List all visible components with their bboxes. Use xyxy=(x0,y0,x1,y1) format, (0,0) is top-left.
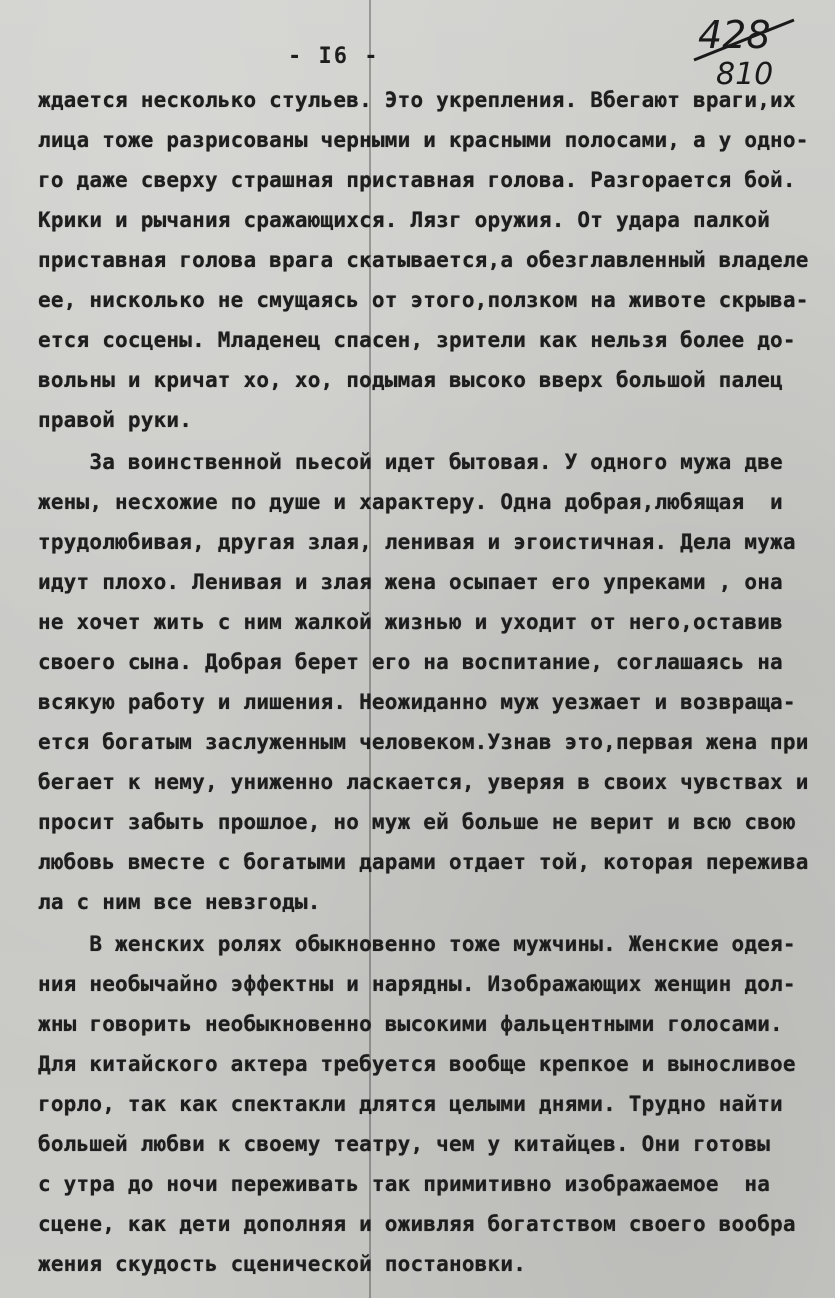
archive-number-upper: 428 xyxy=(698,13,771,57)
text-line: лица тоже разрисованы черными и красными полосами, а у одно- xyxy=(38,128,809,152)
text-line: приставная голова врага скатывается,а обезглавленный владеле xyxy=(38,248,809,272)
text-line: жны говорить необыкновенно высокими фальцентными голосами. xyxy=(38,1012,783,1036)
text-line: просит забыть прошлое, но муж ей больше не верит и всю свою xyxy=(38,810,796,834)
text-line: го даже сверху страшная приставная голова. Разгорается бой. xyxy=(38,168,796,192)
text-line: своего сына. Добрая берет его на воспитание, соглашаясь на xyxy=(38,650,783,674)
text-line: ется богатым заслуженным человеком.Узнав это,первая жена при xyxy=(38,730,809,754)
text-line: любовь вместе с богатыми дарами отдает той, которая пережива xyxy=(38,850,809,874)
text-line: трудолюбивая, другая злая, ленивая и эгоистичная. Дела мужа xyxy=(38,530,796,554)
text-line: идут плохо. Ленивая и злая жена осыпает его упреками , она xyxy=(38,570,783,594)
text-line: Крики и рычания сражающихся. Лязг оружия. От удара палкой xyxy=(38,208,771,232)
page-number: - I6 - xyxy=(288,44,380,69)
text-line: всякую работу и лишения. Неожиданно муж уезжает и возвраща- xyxy=(38,690,796,714)
text-line: ждается несколько стульев. Это укрепления. Вбегают враги,их xyxy=(38,88,796,112)
text-line: бегает к нему, униженно ласкается, уверяя в своих чувствах и xyxy=(38,770,809,794)
text-line: За воинственной пьесой идет бытовая. У одного мужа две xyxy=(38,450,783,474)
text-line: Для китайского актера требуется вообще крепкое и выносливое xyxy=(38,1052,796,1076)
text-line: ния необычайно эффектны и нарядны. Изображающих женщин дол- xyxy=(38,972,796,996)
text-line: В женских ролях обыкновенно тоже мужчины. Женские одея- xyxy=(38,932,796,956)
text-line: жения скудость сценической постановки. xyxy=(38,1252,527,1276)
text-line: правой руки. xyxy=(38,408,193,432)
text-line: ется сосцены. Младенец спасен, зрители как нельзя более до- xyxy=(38,328,796,352)
text-line: не хочет жить с ним жалкой жизнью и уходит от него,оставив xyxy=(38,610,783,634)
text-line: жены, несхожие по душе и характеру. Одна добрая,любящая и xyxy=(38,490,783,514)
text-line: с утра до ночи переживать так примитивно изображаемое на xyxy=(38,1172,771,1196)
text-line: вольны и кричат хо, хо, подымая высоко вверх большой палец xyxy=(38,368,783,392)
archive-folio-number xyxy=(690,8,810,88)
text-line: ла с ним все невзгоды. xyxy=(38,890,321,914)
text-line: ее, нисколько не смущаясь от этого,ползком на животе скрыва- xyxy=(38,288,809,312)
text-line: сцене, как дети дополняя и оживляя богатством своего вообра xyxy=(38,1212,796,1236)
text-line: горло, так как спектакли длятся целыми днями. Трудно найти xyxy=(38,1092,783,1116)
archive-number-lower: 810 xyxy=(716,57,774,88)
text-line: большей любви к своему театру, чем у китайцев. Они готовы xyxy=(38,1132,771,1156)
